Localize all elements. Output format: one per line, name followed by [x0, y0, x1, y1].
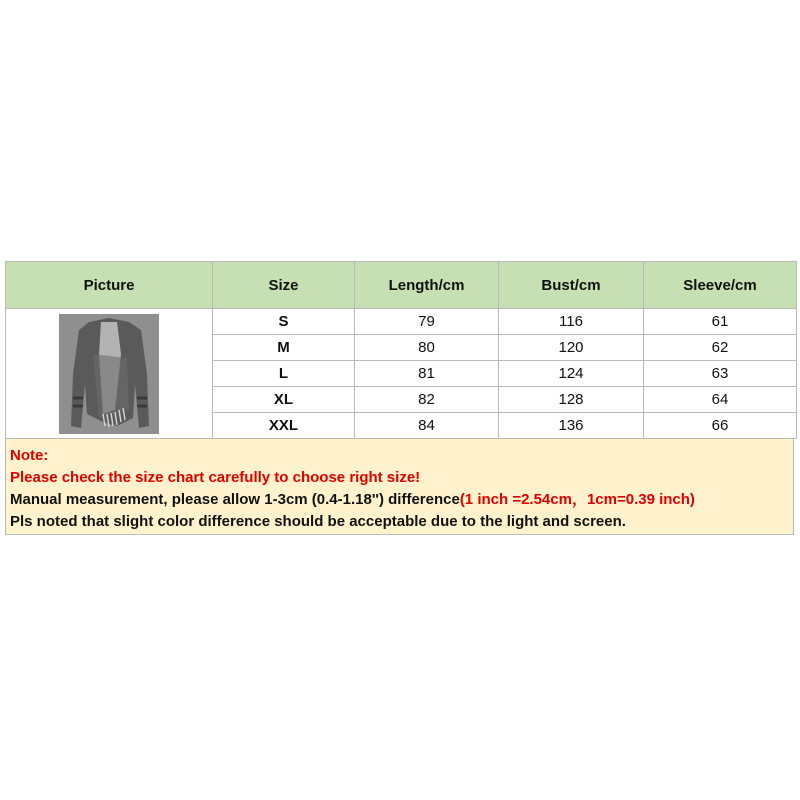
bust-cell: 136 — [499, 413, 644, 439]
bust-cell: 128 — [499, 387, 644, 413]
sleeve-cell: 61 — [644, 309, 797, 335]
length-cell: 82 — [355, 387, 499, 413]
size-table — [5, 261, 797, 439]
note-conversion-text: (1 inch =2.54cm，1cm=0.39 inch) — [459, 491, 695, 508]
note-measurement-text: Manual measurement, please allow 1-3cm (0.4-1.18'') difference — [10, 491, 460, 508]
sleeve-cell: 64 — [644, 387, 797, 413]
length-cell: 84 — [355, 413, 499, 439]
cardigan-image — [59, 314, 159, 434]
note-title: Note: — [10, 447, 49, 464]
note-line-color: Pls noted that slight color difference should be acceptable due to the light and screen. — [10, 513, 626, 530]
header-length: Length/cm — [355, 262, 499, 309]
notes-box — [5, 439, 794, 535]
size-cell: XL — [213, 387, 355, 413]
length-cell: 81 — [355, 361, 499, 387]
cardigan-photo — [59, 314, 159, 434]
size-cell: L — [213, 361, 355, 387]
note-line-measurement — [10, 489, 793, 511]
sleeve-cell: 62 — [644, 335, 797, 361]
header-bust: Bust/cm — [499, 262, 644, 309]
size-cell: S — [213, 309, 355, 335]
product-picture-cell — [6, 309, 213, 439]
length-cell: 79 — [355, 309, 499, 335]
bust-cell: 124 — [499, 361, 644, 387]
note-line-size-check: Please check the size chart carefully to choose right size! — [10, 469, 421, 486]
header-sleeve: Sleeve/cm — [644, 262, 797, 309]
header-picture: Picture — [6, 262, 213, 309]
sleeve-cell: 66 — [644, 413, 797, 439]
size-cell: XXL — [213, 413, 355, 439]
sleeve-cell: 63 — [644, 361, 797, 387]
length-cell: 80 — [355, 335, 499, 361]
bust-cell: 120 — [499, 335, 644, 361]
size-cell: M — [213, 335, 355, 361]
header-row — [6, 262, 797, 309]
table-row — [6, 309, 797, 335]
header-size: Size — [213, 262, 355, 309]
size-chart — [5, 261, 796, 539]
bust-cell: 116 — [499, 309, 644, 335]
